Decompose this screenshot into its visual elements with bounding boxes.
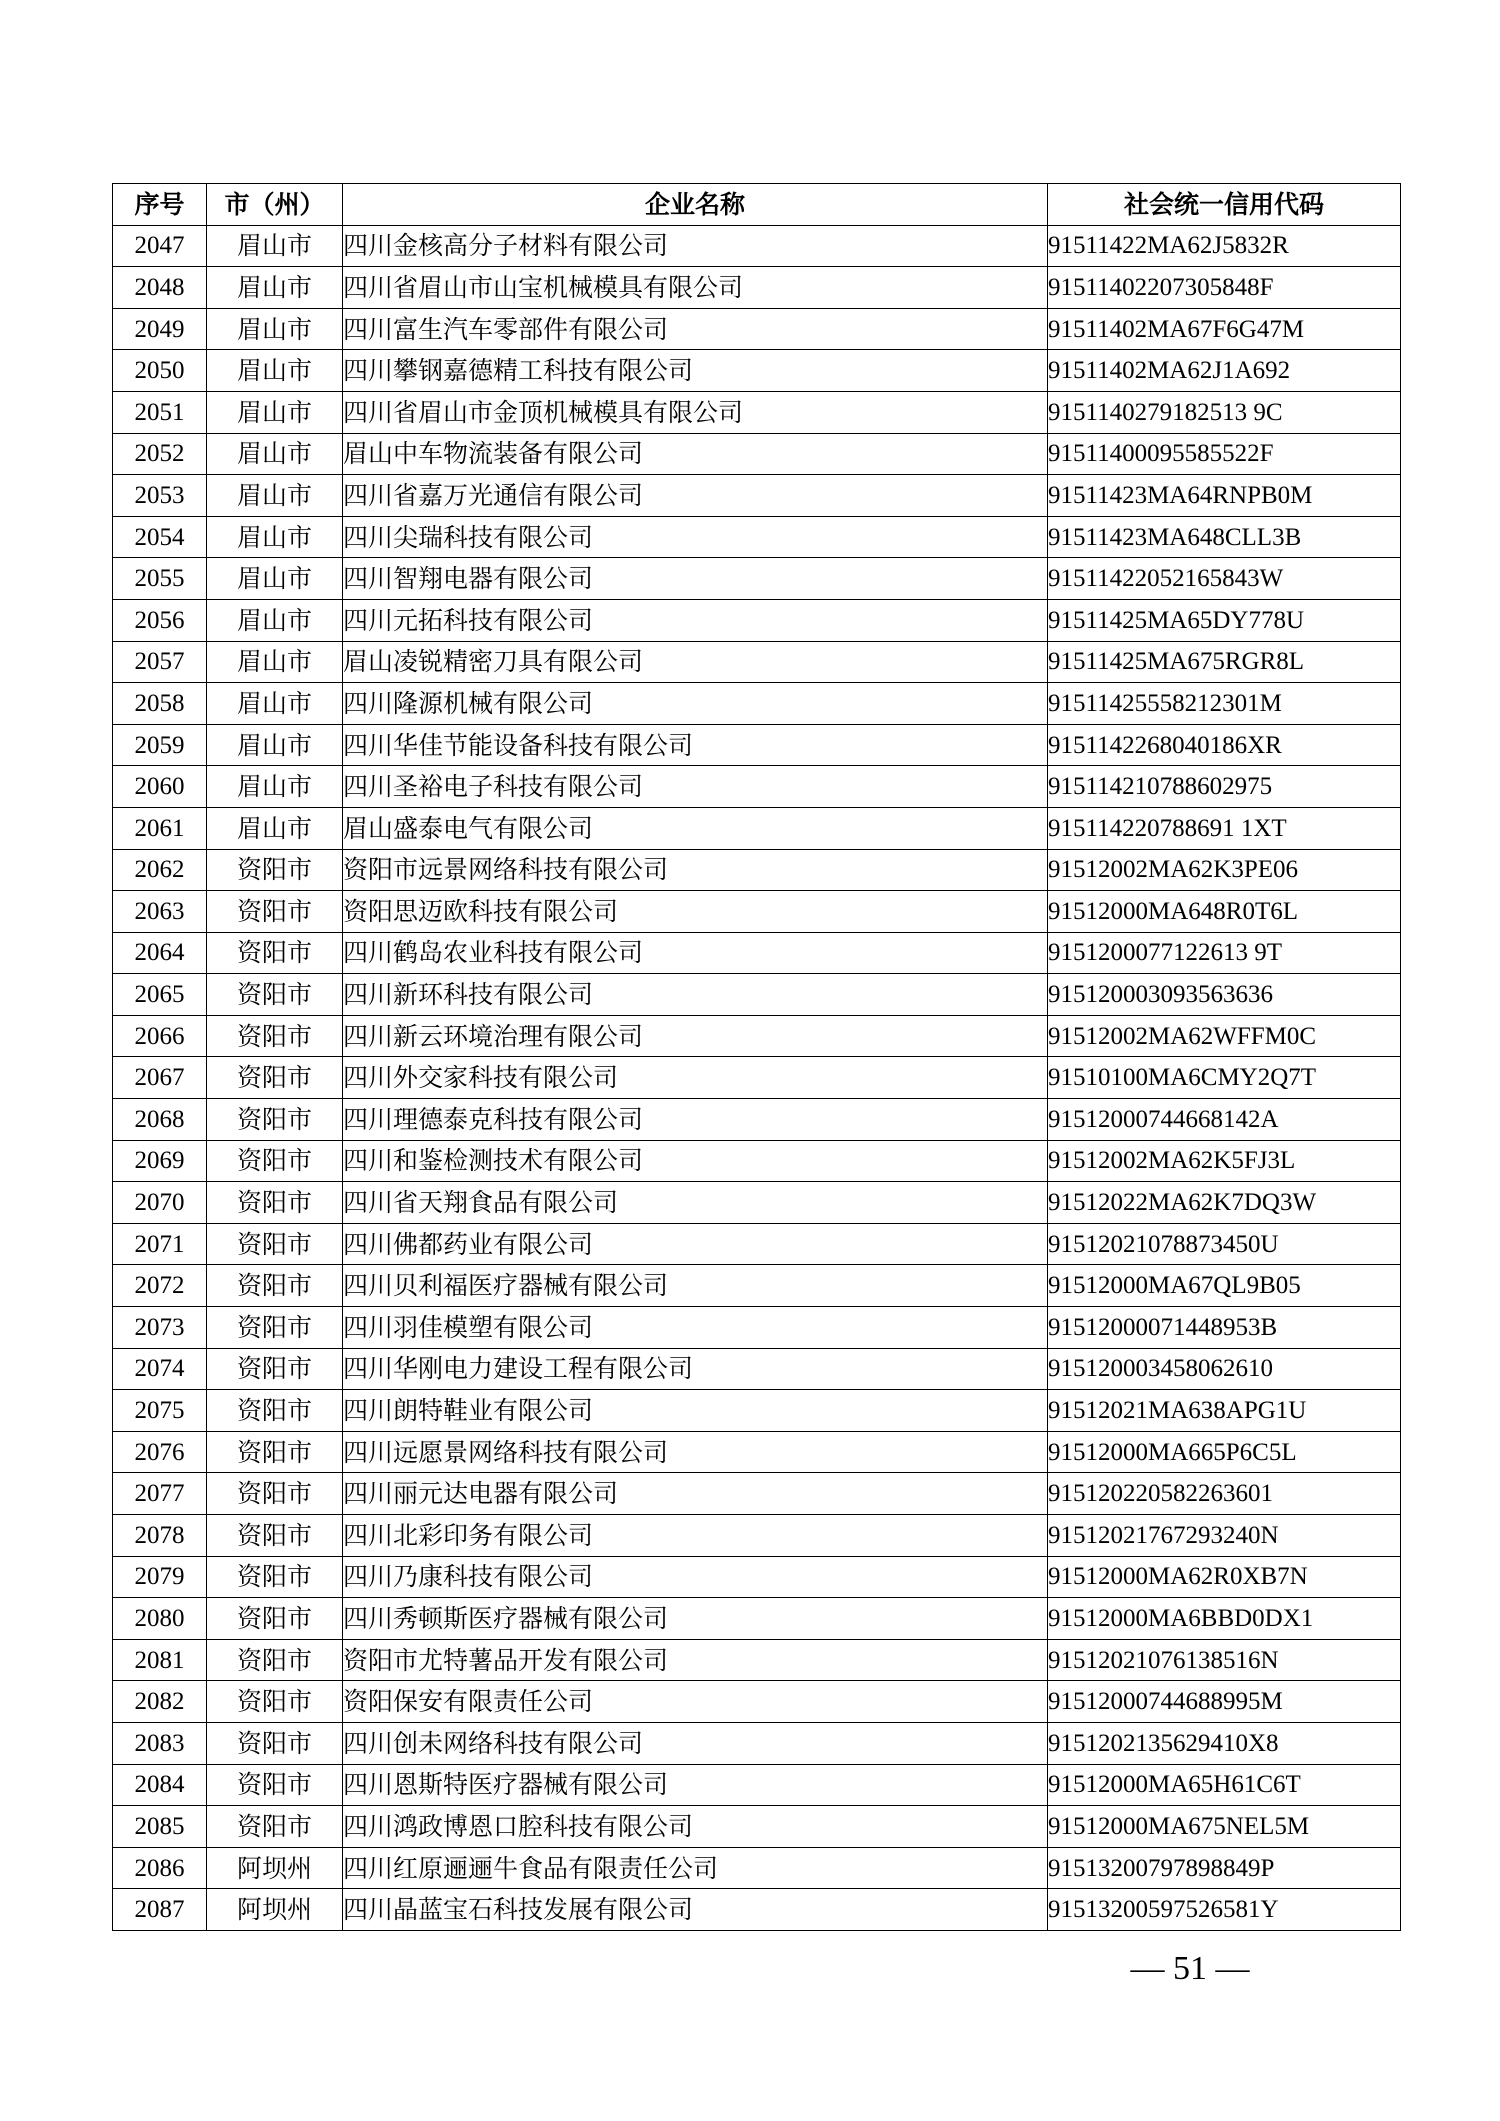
table-row — [113, 350, 1401, 392]
row-city: 资阳市 — [207, 1681, 343, 1723]
header-credit-code: 社会统一信用代码 — [1048, 184, 1401, 226]
row-company-name: 眉山盛泰电气有限公司 — [343, 807, 1048, 849]
row-credit-code: 91512002MA62WFFM0C — [1048, 1015, 1401, 1057]
row-credit-code: 91511423MA648CLL3B — [1048, 516, 1401, 558]
row-credit-code: 91511423MA64RNPB0M — [1048, 475, 1401, 517]
table-row — [113, 641, 1401, 683]
table-row — [113, 974, 1401, 1016]
row-credit-code: 91512000MA665P6C5L — [1048, 1431, 1401, 1473]
table-row — [113, 391, 1401, 433]
row-seq: 2081 — [113, 1639, 207, 1681]
header-company-name: 企业名称 — [343, 184, 1048, 226]
table-row — [113, 1889, 1401, 1931]
row-city: 资阳市 — [207, 1722, 343, 1764]
row-company-name: 眉山中车物流装备有限公司 — [343, 433, 1048, 475]
row-seq: 2058 — [113, 683, 207, 725]
row-credit-code: 91512021076138516N — [1048, 1639, 1401, 1681]
row-city: 眉山市 — [207, 225, 343, 267]
table-row — [113, 1390, 1401, 1432]
row-credit-code: 91513200597526581Y — [1048, 1889, 1401, 1931]
row-credit-code: 915120003458062610 — [1048, 1348, 1401, 1390]
row-city: 资阳市 — [207, 1390, 343, 1432]
row-seq: 2082 — [113, 1681, 207, 1723]
row-company-name: 四川智翔电器有限公司 — [343, 558, 1048, 600]
table-row — [113, 267, 1401, 309]
row-city: 眉山市 — [207, 724, 343, 766]
row-company-name: 四川华刚电力建设工程有限公司 — [343, 1348, 1048, 1390]
row-credit-code: 9151200077122613 9T — [1048, 932, 1401, 974]
row-company-name: 四川富生汽车零部件有限公司 — [343, 308, 1048, 350]
row-seq: 2053 — [113, 475, 207, 517]
row-company-name: 四川省嘉万光通信有限公司 — [343, 475, 1048, 517]
row-city: 眉山市 — [207, 766, 343, 808]
row-company-name: 四川省眉山市金顶机械模具有限公司 — [343, 391, 1048, 433]
row-credit-code: 91512000MA648R0T6L — [1048, 891, 1401, 933]
table-body — [113, 225, 1401, 1930]
row-seq: 2065 — [113, 974, 207, 1016]
row-credit-code: 91511402MA62J1A692 — [1048, 350, 1401, 392]
row-city: 资阳市 — [207, 1099, 343, 1141]
row-credit-code: 9151142268040186XR — [1048, 724, 1401, 766]
row-seq: 2070 — [113, 1182, 207, 1224]
row-seq: 2066 — [113, 1015, 207, 1057]
table-row — [113, 1847, 1401, 1889]
header-city: 市（州） — [207, 184, 343, 226]
row-city: 眉山市 — [207, 350, 343, 392]
row-seq: 2068 — [113, 1099, 207, 1141]
row-credit-code: 91511402MA67F6G47M — [1048, 308, 1401, 350]
row-seq: 2064 — [113, 932, 207, 974]
table-header — [113, 184, 1401, 226]
row-credit-code: 91512000744688995M — [1048, 1681, 1401, 1723]
row-credit-code: 91512022MA62K7DQ3W — [1048, 1182, 1401, 1224]
row-city: 资阳市 — [207, 1431, 343, 1473]
row-city: 眉山市 — [207, 807, 343, 849]
row-company-name: 四川省眉山市山宝机械模具有限公司 — [343, 267, 1048, 309]
row-city: 资阳市 — [207, 1556, 343, 1598]
row-city: 资阳市 — [207, 1639, 343, 1681]
row-seq: 2047 — [113, 225, 207, 267]
row-seq: 2086 — [113, 1847, 207, 1889]
row-credit-code: 91512000MA67QL9B05 — [1048, 1265, 1401, 1307]
row-company-name: 四川圣裕电子科技有限公司 — [343, 766, 1048, 808]
row-company-name: 四川新云环境治理有限公司 — [343, 1015, 1048, 1057]
table-row — [113, 724, 1401, 766]
row-city: 阿坝州 — [207, 1847, 343, 1889]
row-city: 资阳市 — [207, 1764, 343, 1806]
row-seq: 2073 — [113, 1307, 207, 1349]
row-company-name: 四川乃康科技有限公司 — [343, 1556, 1048, 1598]
row-credit-code: 91511422MA62J5832R — [1048, 225, 1401, 267]
row-company-name: 四川鸿政博恩口腔科技有限公司 — [343, 1806, 1048, 1848]
row-company-name: 四川隆源机械有限公司 — [343, 683, 1048, 725]
row-credit-code: 91512000071448953B — [1048, 1307, 1401, 1349]
table-row — [113, 1223, 1401, 1265]
row-seq: 2085 — [113, 1806, 207, 1848]
table-row — [113, 225, 1401, 267]
row-credit-code: 91512000744668142A — [1048, 1099, 1401, 1141]
row-credit-code: 91511425MA65DY778U — [1048, 599, 1401, 641]
table-row — [113, 1099, 1401, 1141]
table-row — [113, 1182, 1401, 1224]
row-company-name: 四川元拓科技有限公司 — [343, 599, 1048, 641]
row-seq: 2078 — [113, 1515, 207, 1557]
row-company-name: 四川创未网络科技有限公司 — [343, 1722, 1048, 1764]
row-company-name: 四川远愿景网络科技有限公司 — [343, 1431, 1048, 1473]
row-city: 资阳市 — [207, 1140, 343, 1182]
row-company-name: 四川佛都药业有限公司 — [343, 1223, 1048, 1265]
row-company-name: 四川尖瑞科技有限公司 — [343, 516, 1048, 558]
row-credit-code: 91512000MA65H61C6T — [1048, 1764, 1401, 1806]
row-company-name: 四川丽元达电器有限公司 — [343, 1473, 1048, 1515]
table-row — [113, 1015, 1401, 1057]
row-credit-code: 91511402207305848F — [1048, 267, 1401, 309]
table-row — [113, 433, 1401, 475]
row-company-name: 四川省天翔食品有限公司 — [343, 1182, 1048, 1224]
row-seq: 2077 — [113, 1473, 207, 1515]
table-row — [113, 891, 1401, 933]
row-city: 资阳市 — [207, 1307, 343, 1349]
row-seq: 2060 — [113, 766, 207, 808]
row-credit-code: 91512002MA62K5FJ3L — [1048, 1140, 1401, 1182]
table-row — [113, 558, 1401, 600]
table-row — [113, 1722, 1401, 1764]
row-city: 资阳市 — [207, 932, 343, 974]
table-row — [113, 1265, 1401, 1307]
row-company-name: 四川恩斯特医疗器械有限公司 — [343, 1764, 1048, 1806]
row-credit-code: 91510100MA6CMY2Q7T — [1048, 1057, 1401, 1099]
row-seq: 2075 — [113, 1390, 207, 1432]
row-company-name: 四川新环科技有限公司 — [343, 974, 1048, 1016]
row-city: 眉山市 — [207, 558, 343, 600]
row-seq: 2049 — [113, 308, 207, 350]
row-seq: 2071 — [113, 1223, 207, 1265]
row-seq: 2052 — [113, 433, 207, 475]
row-credit-code: 915120220582263601 — [1048, 1473, 1401, 1515]
row-company-name: 四川红原逦逦牛食品有限责任公司 — [343, 1847, 1048, 1889]
row-city: 资阳市 — [207, 849, 343, 891]
row-credit-code: 915114210788602975 — [1048, 766, 1401, 808]
row-seq: 2061 — [113, 807, 207, 849]
row-seq: 2051 — [113, 391, 207, 433]
row-seq: 2084 — [113, 1764, 207, 1806]
row-city: 资阳市 — [207, 974, 343, 1016]
row-company-name: 四川鹤岛农业科技有限公司 — [343, 932, 1048, 974]
row-city: 资阳市 — [207, 1182, 343, 1224]
table-row — [113, 1140, 1401, 1182]
row-credit-code: 9151140279182513 9C — [1048, 391, 1401, 433]
row-credit-code: 91512021MA638APG1U — [1048, 1390, 1401, 1432]
row-city: 眉山市 — [207, 475, 343, 517]
row-seq: 2063 — [113, 891, 207, 933]
row-city: 资阳市 — [207, 1057, 343, 1099]
row-credit-code: 91513200797898849P — [1048, 1847, 1401, 1889]
row-city: 资阳市 — [207, 1265, 343, 1307]
table-row — [113, 1057, 1401, 1099]
table-row — [113, 1431, 1401, 1473]
table-row — [113, 1764, 1401, 1806]
row-credit-code: 91512000MA6BBD0DX1 — [1048, 1598, 1401, 1640]
row-city: 资阳市 — [207, 1015, 343, 1057]
row-company-name: 资阳市远景网络科技有限公司 — [343, 849, 1048, 891]
row-company-name: 资阳思迈欧科技有限公司 — [343, 891, 1048, 933]
row-company-name: 四川外交家科技有限公司 — [343, 1057, 1048, 1099]
row-credit-code: 91512000MA675NEL5M — [1048, 1806, 1401, 1848]
table-row — [113, 932, 1401, 974]
row-seq: 2072 — [113, 1265, 207, 1307]
row-company-name: 四川晶蓝宝石科技发展有限公司 — [343, 1889, 1048, 1931]
row-credit-code: 91511425558212301M — [1048, 683, 1401, 725]
row-seq: 2087 — [113, 1889, 207, 1931]
page-number: — 51 — — [1130, 1950, 1250, 1987]
table-row — [113, 1639, 1401, 1681]
row-credit-code: 91512021078873450U — [1048, 1223, 1401, 1265]
enterprise-table — [112, 183, 1401, 1931]
table-row — [113, 1515, 1401, 1557]
row-company-name: 四川秀顿斯医疗器械有限公司 — [343, 1598, 1048, 1640]
row-credit-code: 915114220788691 1XT — [1048, 807, 1401, 849]
row-company-name: 资阳保安有限责任公司 — [343, 1681, 1048, 1723]
table-row — [113, 1307, 1401, 1349]
row-city: 眉山市 — [207, 267, 343, 309]
row-company-name: 四川贝利福医疗器械有限公司 — [343, 1265, 1048, 1307]
table-row — [113, 1806, 1401, 1848]
row-credit-code: 91512002MA62K3PE06 — [1048, 849, 1401, 891]
table-row — [113, 599, 1401, 641]
row-credit-code: 9151202135629410X8 — [1048, 1722, 1401, 1764]
table-row — [113, 766, 1401, 808]
table-row — [113, 475, 1401, 517]
row-seq: 2083 — [113, 1722, 207, 1764]
row-city: 资阳市 — [207, 1348, 343, 1390]
row-credit-code: 91512000MA62R0XB7N — [1048, 1556, 1401, 1598]
row-city: 资阳市 — [207, 1806, 343, 1848]
row-seq: 2055 — [113, 558, 207, 600]
row-credit-code: 91512021767293240N — [1048, 1515, 1401, 1557]
row-company-name: 四川朗特鞋业有限公司 — [343, 1390, 1048, 1432]
row-company-name: 四川金核高分子材料有限公司 — [343, 225, 1048, 267]
row-seq: 2056 — [113, 599, 207, 641]
table-row — [113, 516, 1401, 558]
row-seq: 2054 — [113, 516, 207, 558]
row-credit-code: 91511400095585522F — [1048, 433, 1401, 475]
row-credit-code: 91511422052165843W — [1048, 558, 1401, 600]
row-company-name: 四川和鉴检测技术有限公司 — [343, 1140, 1048, 1182]
row-company-name: 四川攀钢嘉德精工科技有限公司 — [343, 350, 1048, 392]
row-seq: 2079 — [113, 1556, 207, 1598]
row-seq: 2059 — [113, 724, 207, 766]
row-city: 眉山市 — [207, 599, 343, 641]
row-seq: 2050 — [113, 350, 207, 392]
table-row — [113, 807, 1401, 849]
table-row — [113, 308, 1401, 350]
row-city: 阿坝州 — [207, 1889, 343, 1931]
row-credit-code: 915120003093563636 — [1048, 974, 1401, 1016]
row-company-name: 四川羽佳模塑有限公司 — [343, 1307, 1048, 1349]
row-city: 眉山市 — [207, 683, 343, 725]
table-row — [113, 1681, 1401, 1723]
row-city: 眉山市 — [207, 391, 343, 433]
row-city: 眉山市 — [207, 433, 343, 475]
row-seq: 2048 — [113, 267, 207, 309]
row-city: 资阳市 — [207, 1473, 343, 1515]
row-credit-code: 91511425MA675RGR8L — [1048, 641, 1401, 683]
header-row — [113, 184, 1401, 226]
row-company-name: 四川华佳节能设备科技有限公司 — [343, 724, 1048, 766]
table-row — [113, 1556, 1401, 1598]
table-row — [113, 683, 1401, 725]
row-seq: 2057 — [113, 641, 207, 683]
row-seq: 2062 — [113, 849, 207, 891]
row-city: 眉山市 — [207, 308, 343, 350]
table-row — [113, 1473, 1401, 1515]
row-seq: 2080 — [113, 1598, 207, 1640]
row-company-name: 四川理德泰克科技有限公司 — [343, 1099, 1048, 1141]
row-city: 资阳市 — [207, 891, 343, 933]
table-row — [113, 849, 1401, 891]
row-city: 资阳市 — [207, 1515, 343, 1557]
table-row — [113, 1348, 1401, 1390]
row-seq: 2074 — [113, 1348, 207, 1390]
header-seq: 序号 — [113, 184, 207, 226]
row-city: 眉山市 — [207, 641, 343, 683]
row-city: 资阳市 — [207, 1598, 343, 1640]
row-seq: 2069 — [113, 1140, 207, 1182]
row-city: 眉山市 — [207, 516, 343, 558]
row-company-name: 眉山凌锐精密刀具有限公司 — [343, 641, 1048, 683]
row-company-name: 资阳市尤特薯品开发有限公司 — [343, 1639, 1048, 1681]
row-seq: 2076 — [113, 1431, 207, 1473]
row-seq: 2067 — [113, 1057, 207, 1099]
row-city: 资阳市 — [207, 1223, 343, 1265]
row-company-name: 四川北彩印务有限公司 — [343, 1515, 1048, 1557]
table-row — [113, 1598, 1401, 1640]
